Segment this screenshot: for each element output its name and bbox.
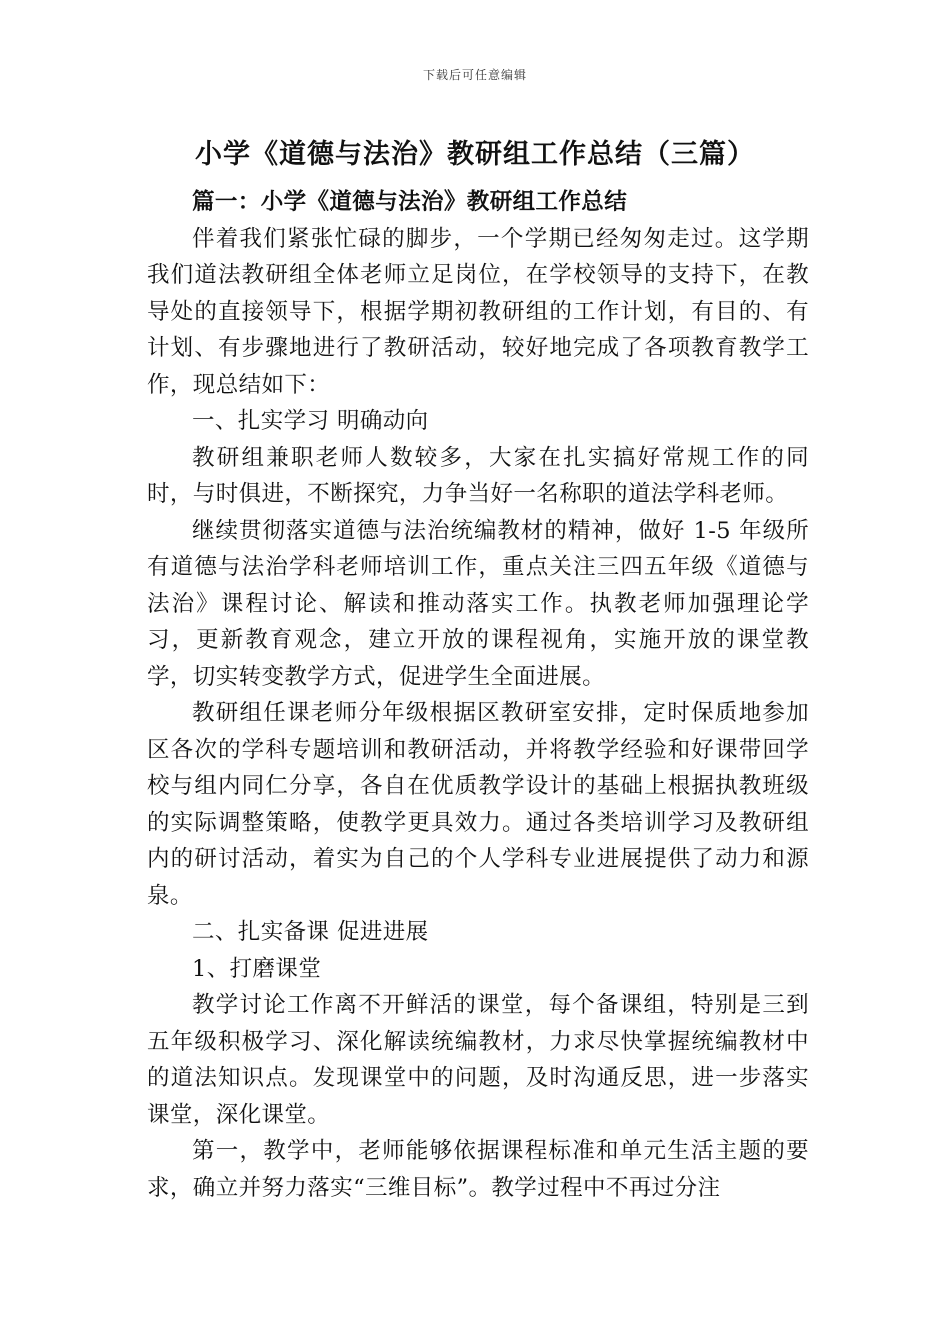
paragraph: 教研组兼职老师人数较多，大家在扎实搞好常规工作的同时，与时俱进，不断探究，力争当好一名称职的道法学科老师。 [147,444,809,507]
document-body [147,184,809,1206]
document-title: 小学《道德与法治》教研组工作总结（三篇） [195,139,755,170]
paragraph: 伴着我们紧张忙碌的脚步，一个学期已经匆匆走过。这学期我们道法教研组全体老师立足岗位，在学校领导的支持下，在教导处的直接领导下，根据学期初教研组的工作计划，有目的、有计划、有步骤地进行了教研活动，较好地完成了各项教育教学工作，现总结如下： [147,225,809,398]
subheading: 一、扎实学习 明确动向 [192,408,429,434]
section-heading: 篇一：小学《道德与法治》教研组工作总结 [192,189,628,215]
header-note: 下载后可任意编辑 [422,68,527,82]
subheading: 二、扎实备课 促进进展 [192,919,429,945]
paragraph: 第一，教学中，老师能够依据课程标准和单元生活主题的要求，确立并努力落实“三维目标”。教学过程中不再过分注 [147,1138,809,1201]
paragraph: 继续贯彻落实道德与法治统编教材的精神，做好 1-5 年级所有道德与法治学科老师培训工作，重点关注三四五年级《道德与法治》课程讨论、解读和推动落实工作。执教老师加强理论学习，更新教育观念，建立开放的课程视角，实施开放的课堂教学，切实转变教学方式，促进学生全面进展。 [147,517,809,690]
paragraph: 教学讨论工作离不开鲜活的课堂，每个备课组，特别是三到五年级积极学习、深化解读统编教材，力求尽快掌握统编教材中的道法知识点。发现课堂中的问题，及时沟通反思，进一步落实课堂，深化课堂。 [147,992,809,1128]
subheading: 1、打磨课堂 [192,955,322,982]
paragraph: 教研组任课老师分年级根据区教研室安排，定时保质地参加区各次的学科专题培训和教研活动，并将教学经验和好课带回学校与组内同仁分享，各自在优质教学设计的基础上根据执教班级的实际调整策略，使教学更具效力。通过各类培训学习及教研组内的研讨活动，着实为自己的个人学科专业进展提供了动力和源泉。 [147,700,809,909]
